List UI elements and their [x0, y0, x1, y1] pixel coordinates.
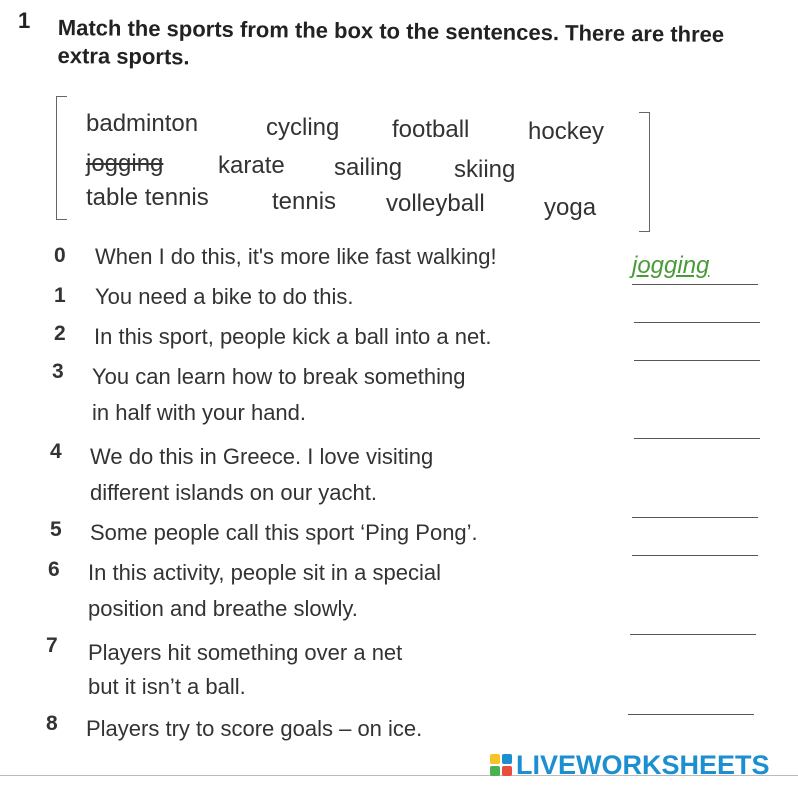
word-sailing: sailing [334, 154, 403, 181]
sentence-number: 5 [50, 518, 62, 541]
word-karate: karate [218, 152, 285, 179]
sentence-line: Players try to score goals – on ice. [86, 716, 423, 741]
word-box-left-bracket [56, 96, 67, 220]
sentence-number: 0 [54, 244, 66, 267]
sentence-number: 2 [54, 322, 66, 345]
sentence-line: position and breathe slowly. [88, 596, 358, 621]
sentence-line: different islands on our yacht. [90, 480, 377, 505]
answer-line [632, 284, 758, 285]
sentence-number: 6 [48, 558, 60, 581]
word-box-right-bracket [639, 112, 650, 232]
word-skiing: skiing [454, 156, 516, 183]
exercise-number: 1 [18, 8, 31, 33]
word-tennis: tennis [272, 188, 337, 215]
logo-text: LIVEWORKSHEETS [516, 749, 770, 780]
sentence-number: 1 [54, 284, 66, 307]
word-box [56, 96, 650, 234]
word-badminton: badminton [86, 110, 199, 137]
answer-line [630, 634, 756, 635]
answer-input-5[interactable] [632, 526, 762, 554]
word-hockey: hockey [528, 118, 605, 145]
sentence-line: When I do this, it's more like fast walking! [95, 244, 497, 269]
answer-line [634, 360, 760, 361]
answer-input-3[interactable] [634, 408, 764, 436]
exercise-instruction: Match the sports from the box to the sentences. There are three extra sports. [57, 14, 725, 70]
sentence-number: 7 [46, 634, 58, 657]
example-answer: jogging [632, 252, 710, 279]
liveworksheets-logo-icon [490, 754, 512, 776]
answer-line [632, 555, 758, 556]
answer-input-7[interactable] [628, 684, 758, 712]
sentence-number: 8 [46, 712, 58, 735]
sentence-line: but it isn’t a ball. [88, 674, 246, 699]
liveworksheets-logo [490, 750, 770, 780]
answer-input-6[interactable] [630, 604, 760, 632]
answer-input-2[interactable] [634, 330, 764, 358]
word-jogging: jogging [86, 150, 164, 177]
sentence-number: 3 [52, 360, 64, 383]
answer-line [632, 517, 758, 518]
sentence-line: You need a bike to do this. [95, 284, 354, 309]
answer-input-4[interactable] [632, 488, 762, 516]
word-football: football [392, 116, 470, 143]
sentence-line: Some people call this sport ‘Ping Pong’. [90, 520, 478, 545]
word-volleyball: volleyball [386, 190, 485, 217]
sentence-line: In this activity, people sit in a special [88, 560, 441, 585]
sentence-line: In this sport, people kick a ball into a net. [94, 324, 492, 349]
answer-line [628, 714, 754, 715]
sentence-line: in half with your hand. [92, 400, 307, 425]
sentence-line: Players hit something over a net [88, 640, 403, 665]
sentence-line: You can learn how to break something [92, 364, 466, 389]
sentence-number: 4 [50, 440, 62, 463]
answer-line [634, 322, 760, 323]
word-table-tennis: table tennis [86, 184, 209, 211]
answer-line [634, 438, 760, 439]
sentence-line: We do this in Greece. I love visiting [90, 444, 434, 469]
answer-input-1[interactable] [634, 292, 764, 320]
word-cycling: cycling [266, 114, 340, 141]
word-yoga: yoga [544, 194, 597, 221]
